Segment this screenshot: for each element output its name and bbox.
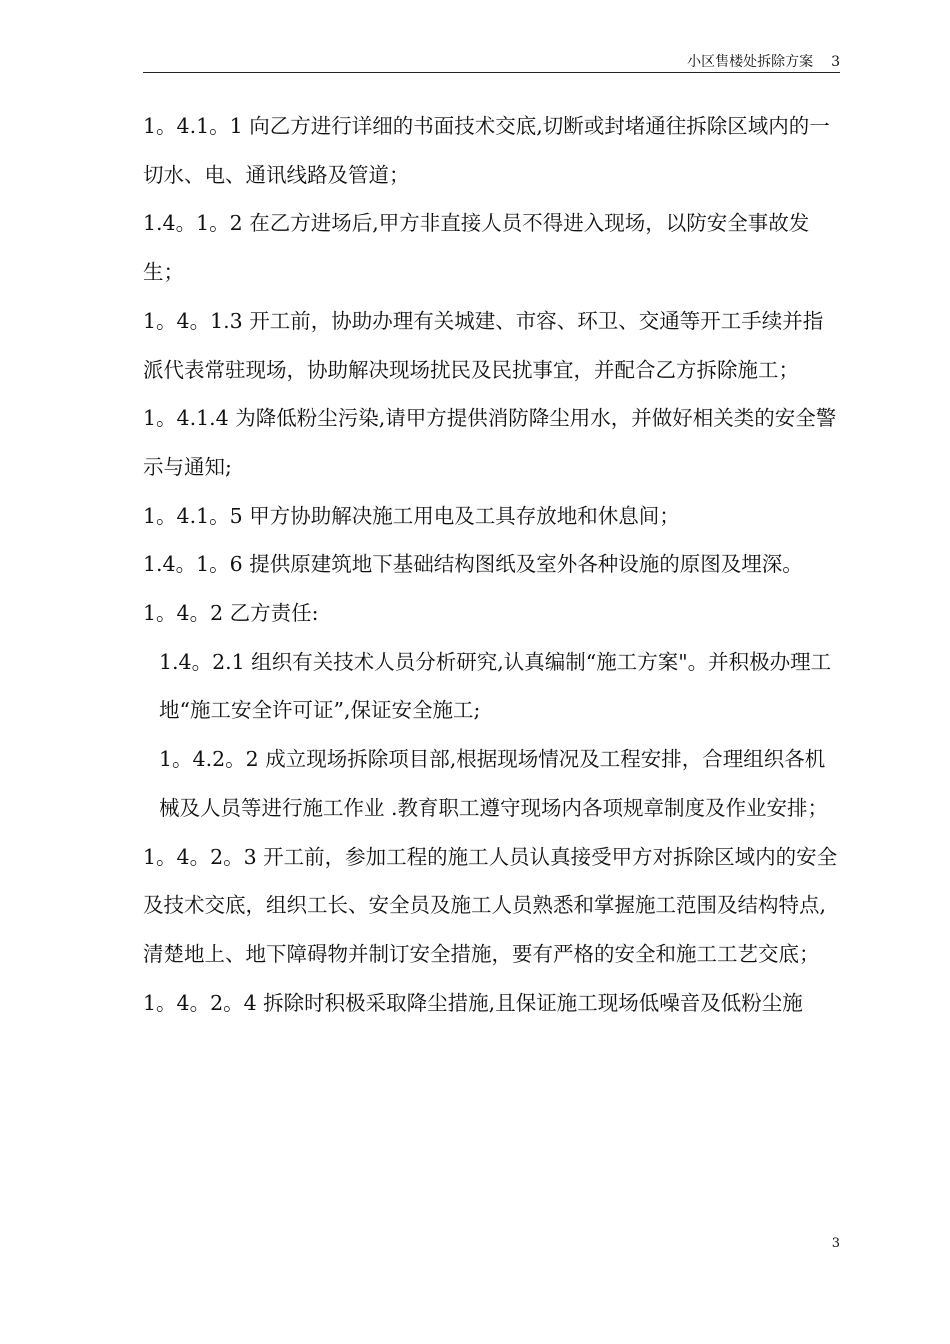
footer-page-number: 3: [831, 1236, 840, 1251]
header-page-number: 3: [831, 54, 840, 70]
header-rule: [143, 72, 840, 73]
paragraph-1-4-1-4: 1。4.1.4 为降低粉尘污染,请甲方提供消防降尘用水，并做好相关类的安全警示与通知;: [143, 406, 837, 479]
paragraph-1-4-1-5: 1。4.1。5 甲方协助解决施工用电及工具存放地和休息间；: [143, 503, 680, 528]
page-header: [143, 52, 840, 72]
paragraph-1-4-1-1: 1。4.1。1 向乙方进行详细的书面技术交底,切断或封堵通往拆除区域内的一切水、电、通讯线路及管道；: [143, 114, 830, 187]
paragraph-1-4-2-4: 1。4。2。4 拆除时积极采取降尘措施,且保证施工现场低噪音及低粉尘施: [143, 990, 803, 1015]
header-title: 小区售楼处拆除方案: [687, 54, 814, 70]
paragraph-1-4-1-3: 1。4。1.3 开工前，协助办理有关城建、市容、环卫、交通等开工手续并指派代表常驻现场，协助解决现场扰民及民扰事宜，并配合乙方拆除施工；: [143, 308, 824, 382]
paragraph-1-4-1-2: 1.4。1。2 在乙方进场后,甲方非直接人员不得进入现场，以防安全事故发生；: [143, 211, 810, 285]
paragraph-1-4-2-1: 1.4。2.1 组织有关技术人员分析研究,认真编制“施工方案"。并积极办理工地“施工安全许可证”,保证安全施工;: [159, 649, 832, 723]
heading-1-4-2: 1。4。2 乙方责任:: [143, 601, 319, 626]
document-body: [143, 102, 840, 1027]
paragraph-1-4-1-6: 1.4。1。6 提供原建筑地下基础结构图纸及室外各种设施的原图及埋深。: [143, 552, 803, 577]
paragraph-1-4-2-2: 1。4.2。2 成立现场拆除项目部,根据现场情况及工程安排，合理组织各机械及人员等进行施工作业 .教育职工遵守现场内各项规章制度及作业安排；: [159, 747, 829, 820]
paragraph-1-4-2-3: 1。4。2。3 开工前，参加工程的施工人员认真接受甲方对拆除区域内的安全及技术交底，组织工长、安全员及施工人员熟悉和掌握施工范围及结构特点,清楚地上、地下障碍物并制订安全措施，要有严格的安全和施工工艺交底；: [143, 844, 838, 966]
